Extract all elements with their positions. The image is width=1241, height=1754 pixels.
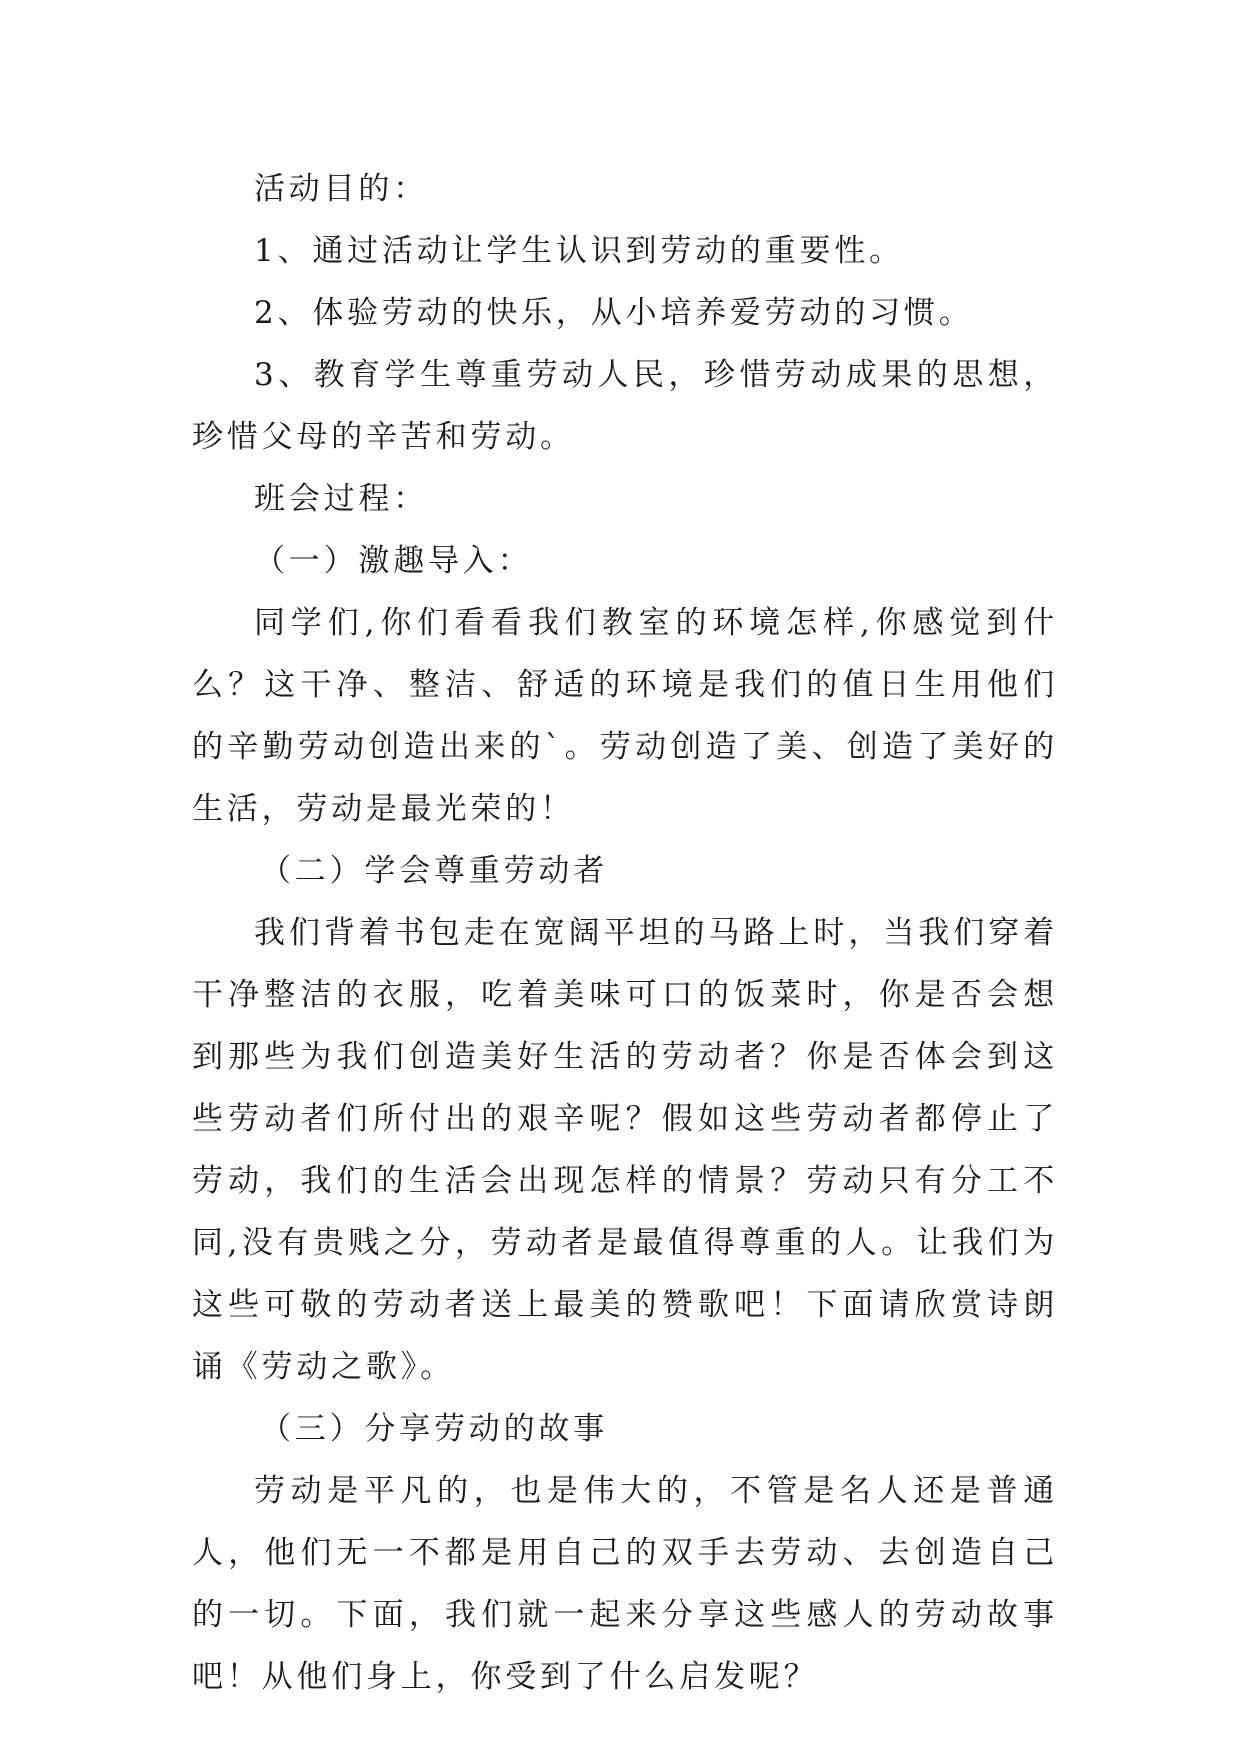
section-heading-2: （二）学会尊重劳动者	[260, 853, 608, 889]
objectives-heading: 活动目的：	[254, 171, 428, 207]
objective-item-3: 3、教育学生尊重劳动人民，珍惜劳动成果的思想，珍惜父母的辛苦和劳动。	[192, 357, 1058, 455]
section-body-2: 我们背着书包走在宽阔平坦的马路上时，当我们穿着干净整洁的衣服，吃着美味可口的饭菜时，你是否会想到那些为我们创造美好生活的劳动者？你是否体会到这些劳动者们所付出的艰辛呢？假如这些劳动者都停止了劳动，我们的生活会出现怎样的情景？劳动只有分工不同,没有贵贱之分，劳动者是最值得尊重的人。让我们为这些可敬的劳动者送上最美的赞歌吧！下面请欣赏诗朗诵《劳动之歌》。	[192, 915, 1058, 1385]
section-heading-3: （三）分享劳动的故事	[260, 1411, 608, 1447]
section-heading-1: （一）激趣导入：	[254, 543, 533, 579]
section-body-3: 劳动是平凡的，也是伟大的，不管是名人还是普通人，他们无一不都是用自己的双手去劳动、去创造自己的一切。下面，我们就一起来分享这些感人的劳动故事吧！从他们身上，你受到了什么启发呢？	[192, 1473, 1058, 1695]
process-heading: 班会过程：	[254, 481, 428, 517]
section-body-1: 同学们,你们看看我们教室的环境怎样,你感觉到什么？这干净、整洁、舒适的环境是我们的值日生用他们的辛勤劳动创造出来的`。劳动创造了美、创造了美好的生活，劳动是最光荣的！	[192, 605, 1058, 827]
objective-item-2: 2、体验劳动的快乐，从小培养爱劳动的习惯。	[254, 295, 974, 331]
document-page	[192, 158, 1058, 1708]
objective-item-1: 1、通过活动让学生认识到劳动的重要性。	[254, 233, 904, 269]
